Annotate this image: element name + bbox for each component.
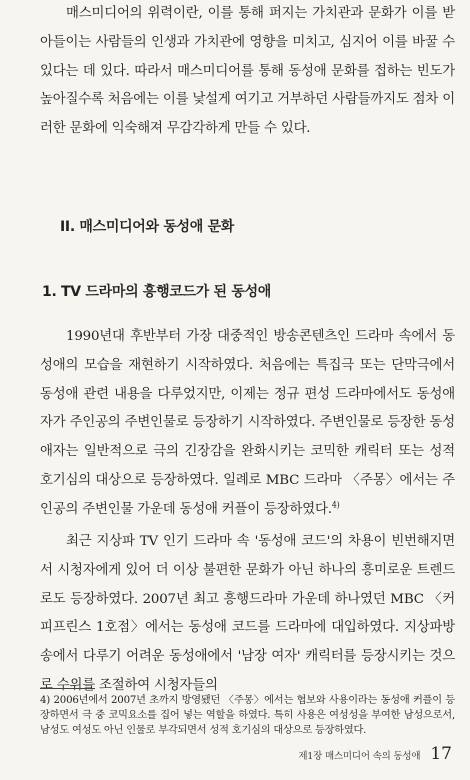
intro-paragraph: 매스미디어의 위력이란, 이를 통해 퍼지는 가치관과 문화가 이를 받아들이는 사람들의 인생과 가치관에 영향을 미치고, 심지어 이를 바꿀 수 있다는 데 있다. 따라서 매스미디어를 통해 동성애 문화를 접하는 빈도가 높아질수록 처음에는 이를 낯설게 여기고 거부하던 사람들까지도 점차 이러한 문화에 익숙해져 무감각하게 만들 수 있다. <box>40 6 455 137</box>
body-paragraph-2: 최근 지상파 TV 인기 드라마 속 '동성애 코드'의 차용이 빈번해지면서 시청자에게 있어 더 이상 불편한 문화가 아닌 하나의 흥미로운 트렌드로도 등장하였다. 2007년 최고 흥행드라마 가운데 하나였던 MBC 〈커피프린스 1호점〉에서는 동성애 코드를 드라마에 대입하였다. 지상파방송에서 다루기 어려운 동성애에서 '남장 여자' 캐릭터를 등장시키는 것으로 수위를 조절하여 시청자들의 <box>40 534 455 693</box>
footnote: 4) 2006년에서 2007년 초까지 방영됐던 〈주몽〉에서는 협보와 사용이라는 동성애 커플이 등장하면서 극 중 코믹요소를 집어 넣는 역할을 하였다. 특히 사용은 여성성을 부여한 남성으로서, 남성도 여성도 아닌 인물로 부각되면서 성적 호기심의 대상으로 등장하였다. <box>40 695 455 736</box>
page-footer <box>298 744 452 764</box>
subsection-heading: 1. TV 드라마의 흥행코드가 된 동성애 <box>42 284 272 300</box>
footnote-divider <box>40 688 95 689</box>
footnote-reference: 4) <box>331 500 340 510</box>
body-paragraph-1-text: 1990년대 후반부터 가장 대중적인 방송콘텐츠인 드라마 속에서 동성애의 모습을 재현하기 시작하였다. 처음에는 특집극 또는 단막극에서 동성애 관련 내용을 다루었지만, 이제는 정규 편성 드라마에서도 동성애자가 주인공의 주변인물로 등장하기 시작하였다. 주변인물로 등장한 동성애자는 일반적으로 극의 긴장감을 완화시키는 코믹한 캐릭터 또는 성적 호기심의 대상으로 등장하였다. 일례로 MBC 드라마 〈주몽〉에서는 주인공의 주변인물 가운데 동성애 커플이 등장하였다. <box>40 329 455 517</box>
section-heading: II. 매스미디어와 동성애 문화 <box>60 219 235 235</box>
page-number: 17 <box>430 744 452 764</box>
running-title: 제1장 매스미디어 속의 동성애 <box>298 751 421 762</box>
body-paragraph-1 <box>40 323 455 525</box>
